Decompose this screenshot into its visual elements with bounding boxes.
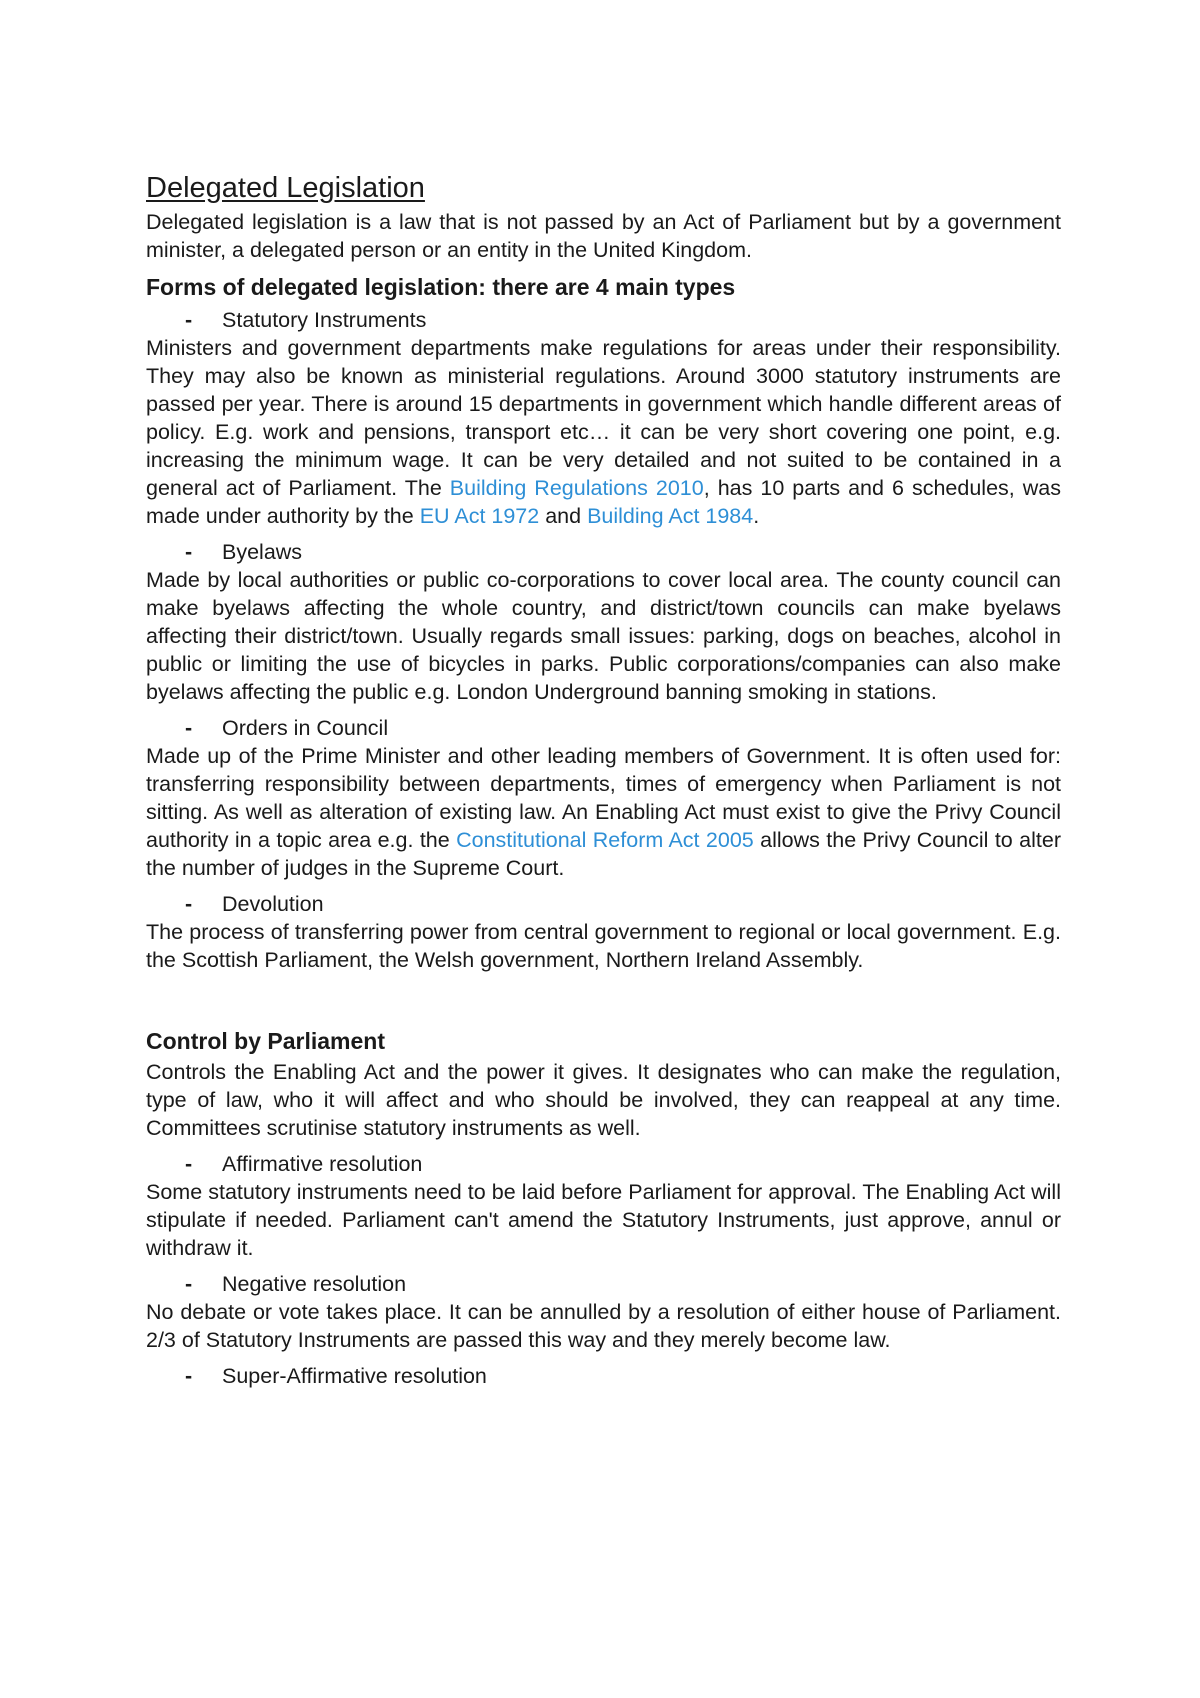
statutory-instruments-paragraph [146, 334, 1061, 530]
bullet-dash: - [185, 716, 193, 740]
affirmative-resolution-paragraph: Some statutory instruments need to be laid before Parliament for approval. The Enabling Act will stipulate if needed. Parliament can't amend the Statutory Instruments, just approve, annul or withdraw it. [146, 1180, 1061, 1260]
bullet-label: Super-Affirmative resolution [222, 1364, 487, 1388]
bullet-dash: - [185, 540, 193, 564]
bullet-dash: - [185, 1272, 193, 1296]
paragraph-text: and [539, 504, 588, 528]
bullet-label: Statutory Instruments [222, 308, 427, 332]
intro-paragraph: Delegated legislation is a law that is not passed by an Act of Parliament but by a government minister, a delegated person or an entity in the United Kingdom. [146, 210, 1061, 262]
bullet-dash: - [185, 892, 193, 916]
bullet-byelaws [146, 538, 1061, 566]
byelaws-paragraph: Made by local authorities or public co-corporations to cover local area. The county council can make byelaws affecting the whole country, and district/town councils can make byelaws affecting their district/town. Usually regards small issues: parking, dogs on beaches, alcohol in public or limiting the use of bicycles in parks. Public corporations/companies can also make byelaws affecting the public e.g. London Underground banning smoking in stations. [146, 568, 1061, 704]
paragraph-text: . [753, 504, 760, 528]
page-title: Delegated Legislation [146, 172, 425, 204]
paragraph-text: allows the Privy Council to alter the number of judges in the Supreme Court. [146, 828, 1061, 880]
building-act-link[interactable]: Building Act 1984 [587, 504, 754, 528]
bullet-dash: - [185, 1152, 193, 1176]
eu-act-link[interactable]: EU Act 1972 [419, 504, 540, 528]
control-heading: Control by Parliament [146, 1028, 385, 1054]
building-regulations-link[interactable]: Building Regulations 2010 [449, 476, 704, 500]
bullet-label: Devolution [222, 892, 324, 916]
bullet-devolution [146, 890, 1061, 918]
bullet-dash: - [185, 1364, 193, 1388]
forms-heading: Forms of delegated legislation: there are 4 main types [146, 274, 736, 300]
bullet-label: Negative resolution [222, 1272, 407, 1296]
control-intro-paragraph: Controls the Enabling Act and the power it gives. It designates who can make the regulation, type of law, who it will affect and who should be involved, they can reappeal at any time. Committees scrutinise statutory instruments as well. [146, 1060, 1061, 1140]
paragraph-text: , has 10 parts and 6 schedules, was made under authority by the [146, 476, 1061, 528]
paragraph-text: Made up of the Prime Minister and other leading members of Government. It is often used for: transferring responsibility between departments, times of emergency when Parliament is not sitting. As well as alteration of existing law. An Enabling Act must exist to give the Privy Council authority in a topic area e.g. the [146, 744, 1061, 852]
bullet-label: Orders in Council [222, 716, 389, 740]
bullet-negative-resolution [146, 1270, 1061, 1298]
bullet-statutory-instruments [146, 306, 1061, 334]
orders-in-council-paragraph [146, 742, 1061, 882]
constitutional-reform-act-link[interactable]: Constitutional Reform Act 2005 [456, 828, 754, 852]
bullet-affirmative-resolution [146, 1150, 1061, 1178]
negative-resolution-paragraph: No debate or vote takes place. It can be annulled by a resolution of either house of Parliament. 2/3 of Statutory Instruments are passed this way and they merely become law. [146, 1300, 1061, 1352]
bullet-label: Affirmative resolution [222, 1152, 423, 1176]
bullet-dash: - [185, 308, 193, 332]
bullet-label: Byelaws [222, 540, 303, 564]
bullet-super-affirmative-resolution [146, 1362, 1061, 1390]
devolution-paragraph: The process of transferring power from central government to regional or local government. E.g. the Scottish Parliament, the Welsh government, Northern Ireland Assembly. [146, 920, 1061, 972]
paragraph-text: Ministers and government departments make regulations for areas under their responsibility. They may also be known as ministerial regulations. Around 3000 statutory instruments are passed per year. There is around 15 departments in government which handle different areas of policy. E.g. work and pensions, transport etc… it can be very short covering one point, e.g. increasing the minimum wage. It can be very detailed and not suited to be contained in a general act of Parliament. The [146, 336, 1061, 500]
document-content [146, 170, 1061, 1390]
bullet-orders-in-council [146, 714, 1061, 742]
